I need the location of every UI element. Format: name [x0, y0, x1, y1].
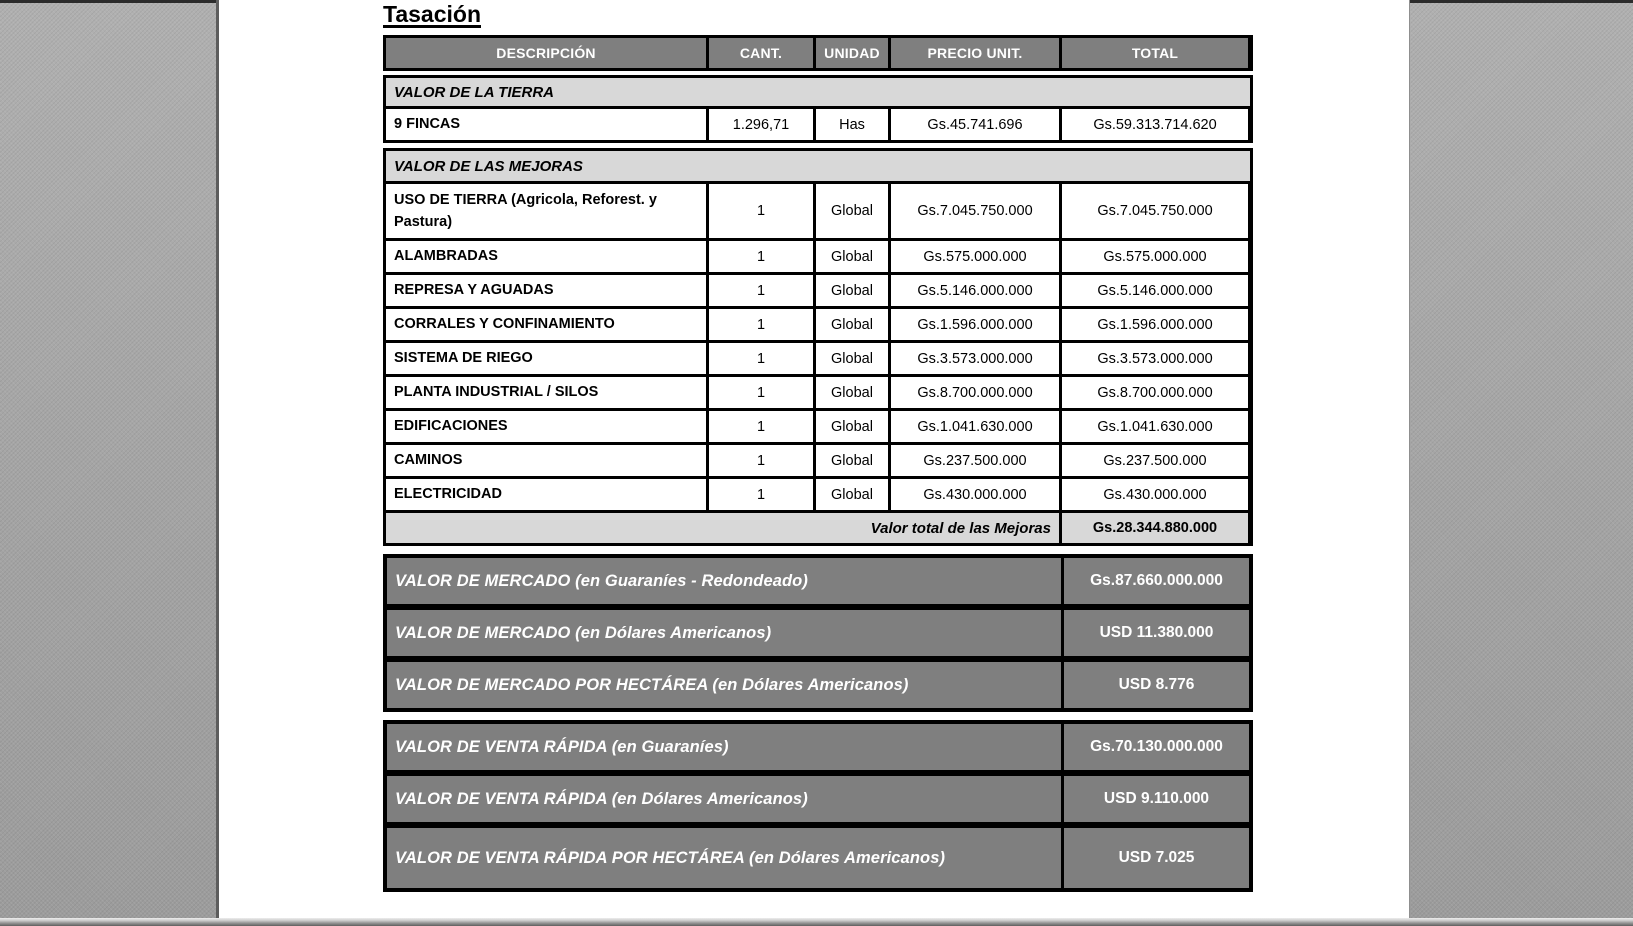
table-row — [386, 411, 1250, 442]
cell-descripcion: USO DE TIERRA (Agricola, Reforest. y Pastura) — [386, 184, 706, 238]
cell-descripcion: PLANTA INDUSTRIAL / SILOS — [386, 377, 706, 408]
cell-descripcion: ALAMBRADAS — [386, 241, 706, 272]
mejoras-total-row — [386, 513, 1250, 543]
cell-cantidad: 1 — [709, 377, 813, 408]
cell-descripcion: 9 FINCAS — [386, 109, 706, 140]
cell-unidad: Global — [816, 343, 888, 374]
summary-value: USD 9.110.000 — [1064, 776, 1249, 822]
cell-descripcion: EDIFICACIONES — [386, 411, 706, 442]
cell-unidad: Has — [816, 109, 888, 140]
summary-label: VALOR DE VENTA RÁPIDA (en Guaraníes) — [387, 724, 1061, 770]
col-header-descripcion: DESCRIPCIÓN — [386, 38, 706, 68]
cell-unidad: Global — [816, 411, 888, 442]
summary-label: VALOR DE MERCADO POR HECTÁREA (en Dólares Americanos) — [387, 662, 1061, 708]
table-header-row — [386, 38, 1250, 68]
summary-row — [387, 558, 1249, 604]
page-title: Tasación — [383, 1, 481, 27]
cell-cantidad: 1.296,71 — [709, 109, 813, 140]
cell-descripcion: CORRALES Y CONFINAMIENTO — [386, 309, 706, 340]
col-header-cantidad: CANT. — [709, 38, 813, 68]
table-row — [386, 377, 1250, 408]
cell-cantidad: 1 — [709, 184, 813, 238]
summary-row — [387, 724, 1249, 770]
window-bottom-edge — [0, 918, 1633, 926]
col-header-precio-unit: PRECIO UNIT. — [891, 38, 1059, 68]
summary-value: Gs.70.130.000.000 — [1064, 724, 1249, 770]
cell-precio-unit: Gs.8.700.000.000 — [891, 377, 1059, 408]
section-label: VALOR DE LA TIERRA — [386, 78, 1250, 106]
cell-precio-unit: Gs.1.041.630.000 — [891, 411, 1059, 442]
cell-precio-unit: Gs.237.500.000 — [891, 445, 1059, 476]
cell-unidad: Global — [816, 479, 888, 510]
section-row-valor-mejoras — [386, 151, 1250, 181]
summary-value: USD 7.025 — [1064, 828, 1249, 888]
cell-cantidad: 1 — [709, 275, 813, 306]
section-row-valor-tierra — [386, 78, 1250, 106]
cell-total: Gs.237.500.000 — [1062, 445, 1248, 476]
cell-unidad: Global — [816, 275, 888, 306]
table-row — [386, 343, 1250, 374]
cell-descripcion: SISTEMA DE RIEGO — [386, 343, 706, 374]
col-header-total: TOTAL — [1062, 38, 1248, 68]
cell-descripcion: CAMINOS — [386, 445, 706, 476]
summary-row — [387, 776, 1249, 822]
cell-precio-unit: Gs.45.741.696 — [891, 109, 1059, 140]
summary-row — [387, 662, 1249, 708]
section-valor-tierra — [383, 75, 1253, 143]
cell-unidad: Global — [816, 241, 888, 272]
cell-precio-unit: Gs.575.000.000 — [891, 241, 1059, 272]
cell-precio-unit: Gs.5.146.000.000 — [891, 275, 1059, 306]
cell-precio-unit: Gs.3.573.000.000 — [891, 343, 1059, 374]
cell-unidad: Global — [816, 184, 888, 238]
summary-row — [387, 828, 1249, 888]
cell-total: Gs.575.000.000 — [1062, 241, 1248, 272]
section-valor-mejoras — [383, 148, 1253, 546]
table-row — [386, 445, 1250, 476]
table-row — [386, 184, 1250, 238]
table-row — [386, 109, 1250, 140]
table-row — [386, 479, 1250, 510]
cell-cantidad: 1 — [709, 445, 813, 476]
cell-cantidad: 1 — [709, 411, 813, 442]
table-row — [386, 275, 1250, 306]
mejoras-total-value: Gs.28.344.880.000 — [1062, 513, 1248, 543]
cell-unidad: Global — [816, 377, 888, 408]
document-page — [216, 0, 1410, 919]
cell-unidad: Global — [816, 445, 888, 476]
cell-total: Gs.1.041.630.000 — [1062, 411, 1248, 442]
cell-precio-unit: Gs.430.000.000 — [891, 479, 1059, 510]
cell-total: Gs.5.146.000.000 — [1062, 275, 1248, 306]
summary-value: USD 8.776 — [1064, 662, 1249, 708]
mejoras-total-label: Valor total de las Mejoras — [386, 513, 1059, 543]
cell-total: Gs.430.000.000 — [1062, 479, 1248, 510]
cell-cantidad: 1 — [709, 479, 813, 510]
cell-total: Gs.59.313.714.620 — [1062, 109, 1248, 140]
col-header-unidad: UNIDAD — [816, 38, 888, 68]
cell-total: Gs.8.700.000.000 — [1062, 377, 1248, 408]
cell-cantidad: 1 — [709, 241, 813, 272]
cell-cantidad: 1 — [709, 343, 813, 374]
summary-value: USD 11.380.000 — [1064, 610, 1249, 656]
table-row — [386, 241, 1250, 272]
summary-label: VALOR DE MERCADO (en Guaraníes - Redondeado) — [387, 558, 1061, 604]
cell-unidad: Global — [816, 309, 888, 340]
cell-descripcion: REPRESA Y AGUADAS — [386, 275, 706, 306]
summary-value: Gs.87.660.000.000 — [1064, 558, 1249, 604]
summary-valor-mercado — [383, 554, 1253, 712]
cell-descripcion: ELECTRICIDAD — [386, 479, 706, 510]
summary-label: VALOR DE VENTA RÁPIDA (en Dólares Americanos) — [387, 776, 1061, 822]
cell-precio-unit: Gs.1.596.000.000 — [891, 309, 1059, 340]
table-header-block — [383, 35, 1253, 71]
cell-precio-unit: Gs.7.045.750.000 — [891, 184, 1059, 238]
appraisal-table — [383, 35, 1253, 892]
cell-total: Gs.3.573.000.000 — [1062, 343, 1248, 374]
summary-label: VALOR DE MERCADO (en Dólares Americanos) — [387, 610, 1061, 656]
section-label: VALOR DE LAS MEJORAS — [386, 151, 1250, 181]
cell-total: Gs.7.045.750.000 — [1062, 184, 1248, 238]
summary-venta-rapida — [383, 720, 1253, 892]
summary-label: VALOR DE VENTA RÁPIDA POR HECTÁREA (en Dólares Americanos) — [387, 828, 1061, 888]
summary-row — [387, 610, 1249, 656]
cell-total: Gs.1.596.000.000 — [1062, 309, 1248, 340]
cell-cantidad: 1 — [709, 309, 813, 340]
table-row — [386, 309, 1250, 340]
